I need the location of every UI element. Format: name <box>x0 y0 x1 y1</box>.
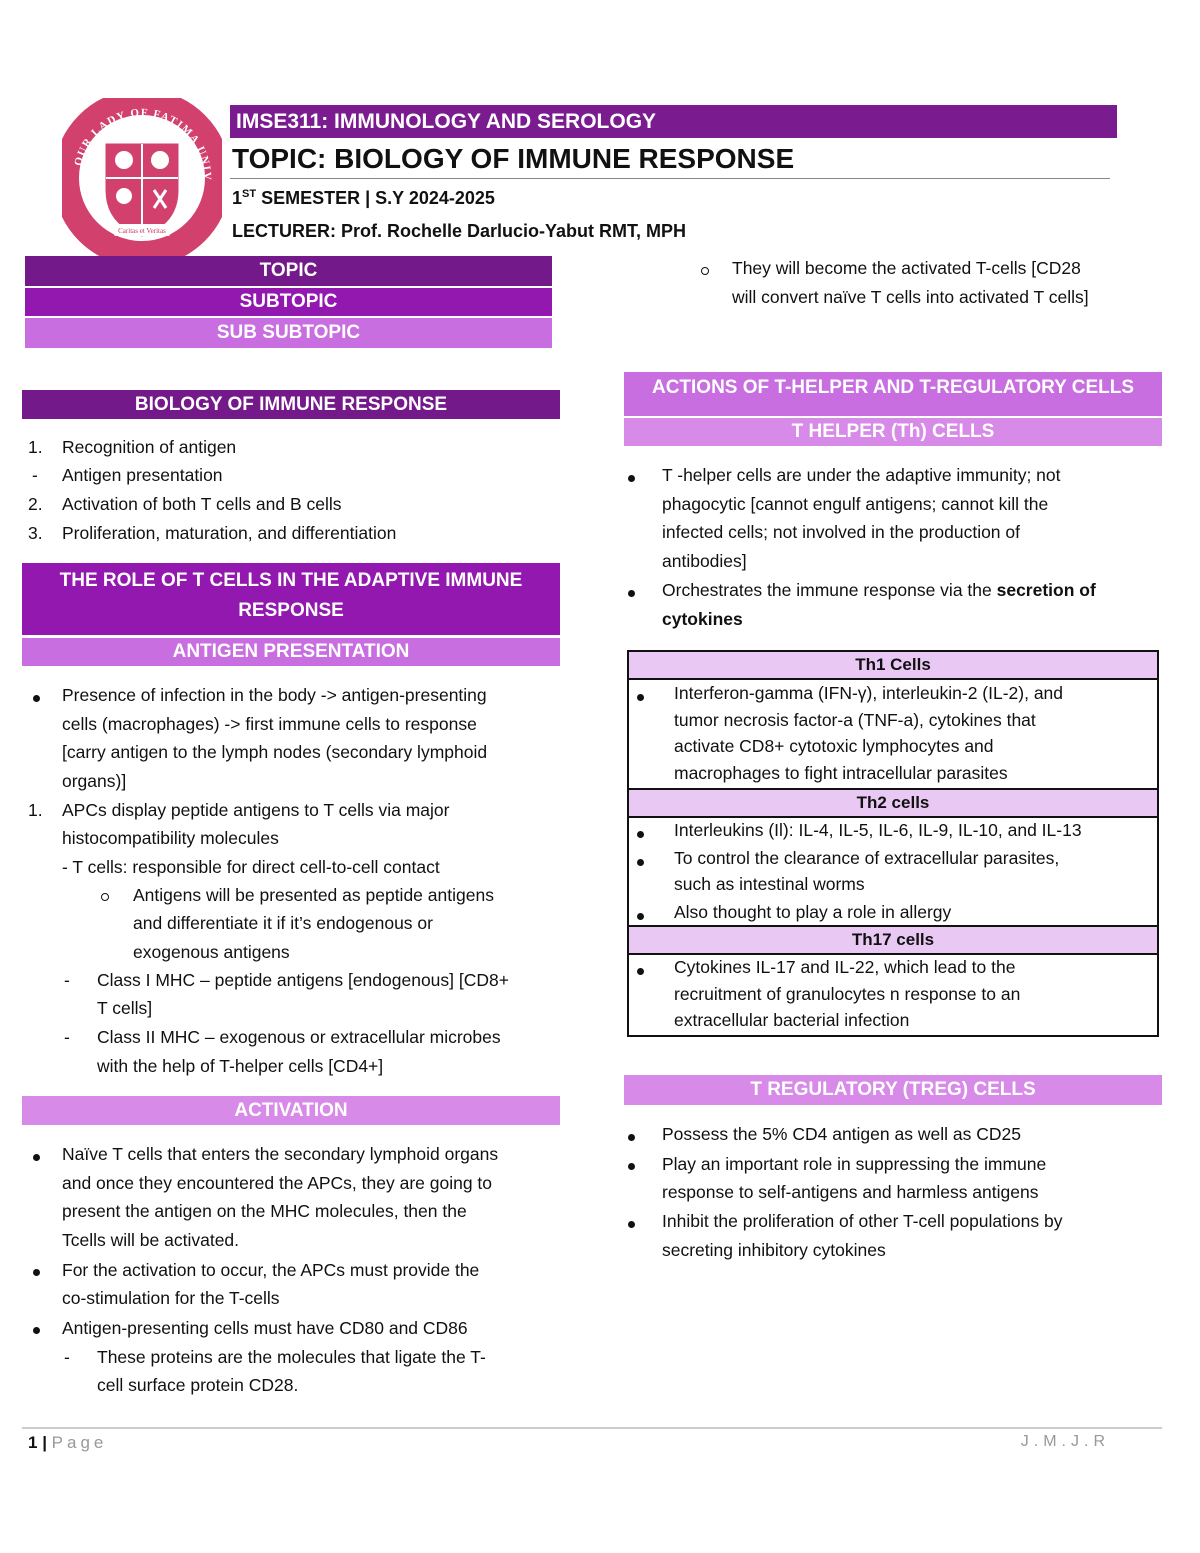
text-line: Inhibit the proliferation of other T-cell populations by <box>662 1211 1063 1231</box>
circle-bullet-icon <box>101 893 109 901</box>
logo-ring-text: OUR LADY OF FATIMA UNIV <box>72 106 214 182</box>
text-line: will convert naïve T cells into activated T cells] <box>732 287 1089 307</box>
text-line <box>662 580 1096 601</box>
text-line: - T cells: responsible for direct cell-to-cell contact <box>62 857 440 877</box>
text-line: APCs display peptide antigens to T cells via major <box>62 800 450 820</box>
text-line: and once they encountered the APCs, they are going to <box>62 1173 493 1193</box>
bullet-icon <box>33 1327 40 1334</box>
text-line: Cytokines IL-17 and IL-22, which lead to the <box>674 957 1016 977</box>
bullet-icon <box>637 859 644 866</box>
semester-line <box>232 188 495 209</box>
semester-text: SEMESTER | S.Y 2024-2025 <box>256 188 495 208</box>
text-line: cells (macrophages) -> first immune cells to response <box>62 714 477 734</box>
legend-topic: TOPIC <box>25 256 552 286</box>
text-line: T -helper cells are under the adaptive immunity; not <box>662 465 1061 485</box>
semester-ordinal: ST <box>242 188 257 200</box>
page-number <box>28 1433 107 1453</box>
text-line: and differentiate it if it’s endogenous or <box>133 913 433 933</box>
text-line: cell surface protein CD28. <box>97 1375 299 1395</box>
bullet-icon <box>637 913 644 920</box>
table-header-th2: Th2 cells <box>628 789 1158 817</box>
section-heading-actions: ACTIONS OF T-HELPER AND T-REGULATORY CELLS <box>624 372 1162 416</box>
list-marker: 1. <box>28 437 43 457</box>
section-heading-role-of-t-cells <box>22 563 560 635</box>
university-logo <box>62 98 222 258</box>
text-line: Antigen-presenting cells must have CD80 and CD86 <box>62 1318 468 1338</box>
th-subsets-table <box>627 650 1159 1037</box>
subheading-t-helper: T HELPER (Th) CELLS <box>624 418 1162 446</box>
circle-bullet-icon <box>701 267 709 275</box>
legend-subtopic: SUBTOPIC <box>25 288 552 316</box>
text-line: Interferon-gamma (IFN-γ), interleukin-2 (IL-2), and <box>674 683 1064 703</box>
text-line: Antigens will be presented as peptide antigens <box>133 885 494 905</box>
text-line: Class II MHC – exogenous or extracellular microbes <box>97 1027 501 1047</box>
list-marker: - <box>32 465 38 485</box>
text-line: co-stimulation for the T-cells <box>62 1288 280 1308</box>
section-heading-biology: BIOLOGY OF IMMUNE RESPONSE <box>22 390 560 419</box>
bullet-icon <box>628 475 635 482</box>
text-line: These proteins are the molecules that ligate the T- <box>97 1347 486 1367</box>
page-separator: | <box>37 1433 52 1452</box>
bullet-icon <box>628 590 635 597</box>
text-line: infected cells; not involved in the production of <box>662 522 1020 542</box>
course-title-bar: IMSE311: IMMUNOLOGY AND SEROLOGY <box>230 105 1117 138</box>
bullet-icon <box>637 831 644 838</box>
text-line: [carry antigen to the lymph nodes (secondary lymphoid <box>62 742 488 762</box>
subheading-antigen-presentation: ANTIGEN PRESENTATION <box>22 638 560 666</box>
list-marker: 2. <box>28 494 43 514</box>
table-cell-th1 <box>628 679 1158 789</box>
list-item: Recognition of antigen <box>62 437 237 457</box>
bold-text: secretion of <box>996 580 1096 600</box>
list-marker: - <box>64 1027 70 1047</box>
semester-number: 1 <box>232 188 243 208</box>
text-line: secreting inhibitory cytokines <box>662 1240 886 1260</box>
bullet-icon <box>628 1221 635 1228</box>
list-marker: 3. <box>28 523 43 543</box>
text-line: macrophages to fight intracellular parasites <box>674 763 1008 783</box>
text-line: antibodies] <box>662 551 747 571</box>
list-item: Proliferation, maturation, and differentiation <box>62 523 397 543</box>
text-line: response to self-antigens and harmless antigens <box>662 1182 1039 1202</box>
text-part: Orchestrates the immune response via the <box>662 580 997 600</box>
text-line: with the help of T-helper cells [CD4+] <box>97 1056 384 1076</box>
text-line: such as intestinal worms <box>674 874 865 894</box>
page-num-value: 1 <box>28 1433 38 1452</box>
text-line: histocompatibility molecules <box>62 828 279 848</box>
footer-jmjr: J.M.J.R <box>1020 1433 1110 1450</box>
table-header-th17: Th17 cells <box>628 926 1158 954</box>
text-line: present the antigen on the MHC molecules, then the <box>62 1201 467 1221</box>
table-cell-th2 <box>628 817 1158 926</box>
bullet-icon <box>637 968 644 975</box>
text-line: Interleukins (Il): IL-4, IL-5, IL-6, IL-9, IL-10, and IL-13 <box>674 820 1082 840</box>
list-item: Antigen presentation <box>62 465 223 485</box>
list-marker: - <box>64 1347 70 1367</box>
role-heading-line1: THE ROLE OF T CELLS IN THE ADAPTIVE IMMUNE <box>59 570 523 591</box>
legend-subsubtopic: SUB SUBTOPIC <box>25 318 552 348</box>
text-line: Tcells will be activated. <box>62 1230 240 1250</box>
text-line: Possess the 5% CD4 antigen as well as CD25 <box>662 1124 1021 1144</box>
text-line: recruitment of granulocytes n response to an <box>674 984 1021 1004</box>
text-line: extracellular bacterial infection <box>674 1010 910 1030</box>
text-line: They will become the activated T-cells [CD28 <box>732 258 1081 278</box>
text-line: exogenous antigens <box>133 942 290 962</box>
subheading-treg: T REGULATORY (TREG) CELLS <box>624 1075 1162 1105</box>
bullet-icon <box>33 1269 40 1276</box>
table-header-th1: Th1 Cells <box>628 651 1158 679</box>
subheading-activation: ACTIVATION <box>22 1096 560 1125</box>
text-line: Class I MHC – peptide antigens [endogenous] [CD8+ <box>97 970 509 990</box>
list-item: Activation of both T cells and B cells <box>62 494 342 514</box>
list-marker: 1. <box>28 800 43 820</box>
role-heading-line2: RESPONSE <box>238 600 344 621</box>
bullet-icon <box>628 1163 635 1170</box>
bullet-icon <box>33 695 40 702</box>
bullet-icon <box>33 1154 40 1161</box>
topic-title: TOPIC: BIOLOGY OF IMMUNE RESPONSE <box>232 143 795 174</box>
logo-banner-text: Caritas et Veritas <box>118 227 166 235</box>
table-cell-th17 <box>628 954 1158 1036</box>
text-line: Also thought to play a role in allergy <box>674 902 952 922</box>
list-marker: - <box>64 970 70 990</box>
text-line: phagocytic [cannot engulf antigens; cannot kill the <box>662 494 1049 514</box>
text-line: tumor necrosis factor-a (TNF-a), cytokines that <box>674 710 1036 730</box>
text-line: activate CD8+ cytotoxic lymphocytes and <box>674 736 994 756</box>
text-line: T cells] <box>97 998 153 1018</box>
text-line: cytokines <box>662 609 743 629</box>
text-line: Play an important role in suppressing the immune <box>662 1154 1047 1174</box>
footer-divider <box>22 1427 1162 1429</box>
text-line: For the activation to occur, the APCs must provide the <box>62 1260 480 1280</box>
page-word: Page <box>51 1433 108 1452</box>
lecturer-line: LECTURER: Prof. Rochelle Darlucio-Yabut RMT, MPH <box>232 221 687 241</box>
text-line: Naïve T cells that enters the secondary lymphoid organs <box>62 1144 499 1164</box>
text-line: To control the clearance of extracellular parasites, <box>674 848 1060 868</box>
bullet-icon <box>628 1134 635 1141</box>
title-divider <box>230 178 1110 179</box>
bullet-icon <box>637 694 644 701</box>
text-line: organs)] <box>62 771 127 791</box>
text-line: Presence of infection in the body -> antigen-presenting <box>62 685 487 705</box>
